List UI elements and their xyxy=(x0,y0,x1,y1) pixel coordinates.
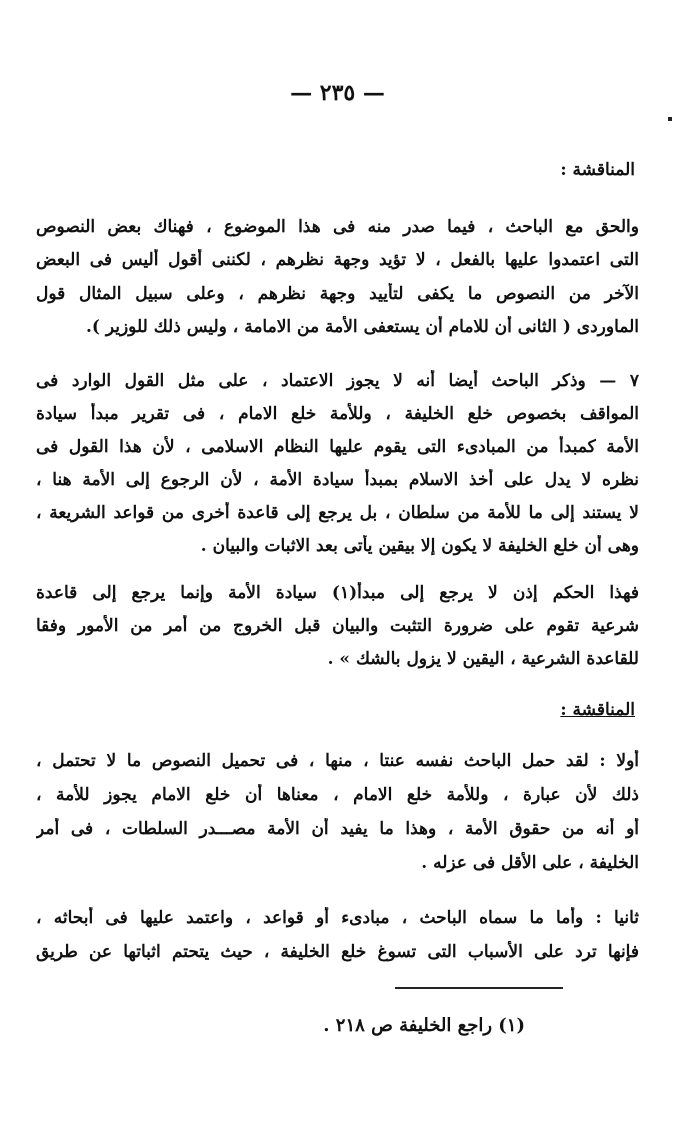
paragraph-2-line-6: وهى أن خلع الخليفة لا يكون إلا بيقين يأتى بعد الاثبات والبيان . xyxy=(200,536,639,556)
paragraph-3-line-3: للقاعدة الشرعية ، اليقين لا يزول بالشك » . xyxy=(327,649,639,669)
footnote-divider xyxy=(395,987,563,989)
paragraph-5-line-1: ثانيا : وأما ما سماه الباحث ، مبادىء أو قواعد ، واعتمد عليها فى أبحاثه ، xyxy=(36,908,639,928)
paragraph-2-line-5: لا يستند إلى ما للأمة من سلطان ، بل يرجع إلى قاعدة أخرى من قواعد الشريعة ، xyxy=(36,503,639,523)
paragraph-5-line-2: فإنها ترد على الأسباب التى تسوغ خلع الخليفة ، حيث يتحتم اثباتها عن طريق xyxy=(36,942,639,962)
paragraph-4-line-3: أو أنه من حقوق الأمة ، وهذا ما يفيد أن الأمة مصـــدر السلطات ، فى أمر xyxy=(36,819,639,839)
paragraph-4-line-4: الخليفة ، على الأقل فى عزله . xyxy=(421,853,639,873)
page-number: — ٢٣٥ — xyxy=(290,80,385,106)
footnote: (١) راجع الخليفة ص ٢١٨ . xyxy=(323,1015,525,1036)
paragraph-2-line-3: الأمة كمبدأ من المبادىء التى يقوم عليها النظام الاسلامى ، لأن هذا القول فى xyxy=(36,437,639,457)
section-heading-discussion-1: المناقشة : xyxy=(560,160,635,180)
paragraph-1-line-4: الماوردى ( الثانى أن للامام أن يستعفى الأمة من الامامة ، وليس ذلك للوزير ). xyxy=(85,317,639,337)
margin-mark xyxy=(668,117,672,121)
paragraph-2-line-1: ٧ — وذكر الباحث أيضا أنه لا يجوز الاعتماد ، على مثل القول الوارد فى xyxy=(36,371,639,391)
paragraph-4-line-2: ذلك لأن عبارة ، وللأمة خلع الامام ، معناها أن خلع الامام يجوز للأمة ، xyxy=(36,785,639,805)
paragraph-1-line-3: الآخر من النصوص ما يكفى لتأييد وجهة نظرهم ، وعلى سبيل المثال قول xyxy=(36,284,639,304)
paragraph-1-line-2: التى اعتمدوا عليها بالفعل ، لا تؤيد وجهة نظرهم ، لكننى أقول أليس فى البعض xyxy=(36,250,639,270)
paragraph-2-line-2: المواقف بخصوص خلع الخليفة ، وللأمة خلع الامام ، فى تقرير مبدأ سيادة xyxy=(36,404,639,424)
paragraph-4-line-1: أولا : لقد حمل الباحث نفسه عنتا ، منها ، فى تحميل النصوص ما لا تحتمل ، xyxy=(36,751,639,771)
paragraph-3-line-2: شرعية تقوم على ضرورة التثبت والبيان قبل الخروج من أمر من الأمور وفقا xyxy=(36,616,639,636)
paragraph-3-line-1: فهذا الحكم إذن لا يرجع إلى مبدأ(١) سيادة الأمة وإنما يرجع إلى قاعدة xyxy=(36,583,639,603)
paragraph-1-line-1: والحق مع الباحث ، فيما صدر منه فى هذا الموضوع ، فهناك بعض النصوص xyxy=(36,217,639,237)
section-heading-discussion-2: المناقشة : xyxy=(560,700,635,720)
paragraph-2-line-4: نظره لا يدل على أخذ الاسلام بمبدأ سيادة الأمة ، لأن الرجوع إلى الأمة هنا ، xyxy=(36,470,639,490)
